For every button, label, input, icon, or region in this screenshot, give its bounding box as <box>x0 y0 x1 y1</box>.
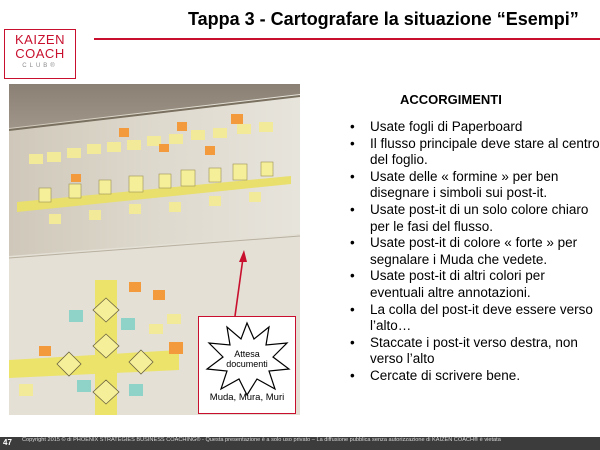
list-item: • Usate post-it di altri colori per eventuali altre annotazioni. <box>350 268 545 300</box>
burst-label: Attesa documenti <box>226 349 268 369</box>
list-item: • Il flusso principale deve stare al centro del foglio. <box>350 135 600 168</box>
logo-line-coach: COACH <box>15 46 65 61</box>
list-item: • Cercate di scrivere bene. <box>350 367 521 383</box>
footer-bar <box>0 437 600 450</box>
list-item: • Usate post-it di colore « forte » per segnalare i Muda che vedete. <box>350 235 578 267</box>
subheading: ACCORGIMENTI <box>400 92 502 107</box>
list-item: • La colla del post-it deve essere verso l’alto… <box>350 301 593 334</box>
slide-title: Tappa 3 - Cartografare la situazione “Esempi” <box>188 9 579 29</box>
muda-callout <box>198 316 296 414</box>
page-number: 47 <box>3 438 12 447</box>
list-item: • Usate post-it di un solo colore chiaro per le fasi del flusso. <box>350 201 589 234</box>
list-item: • Staccate i post-it verso destra, non verso l’alto <box>350 334 578 367</box>
logo-line-kaizen: KAIZEN <box>15 32 65 47</box>
list-item: • Usate fogli di Paperboard <box>350 119 523 134</box>
callout-caption: Muda, Mura, Muri <box>209 392 285 403</box>
copyright-text: Copyright 2015 © di PHOENIX STRATEGIES BUSINESS COACHING® - Questa presentazione è a solo uso privato – La diffusione pubblica senza autorizzazione di KAIZEN COACH® è vietata <box>22 437 501 443</box>
list-item: • Usate delle « formine » per ben disegnare i simboli sui post-it. <box>350 168 559 201</box>
logo-line-club: CLUB® <box>22 63 58 69</box>
